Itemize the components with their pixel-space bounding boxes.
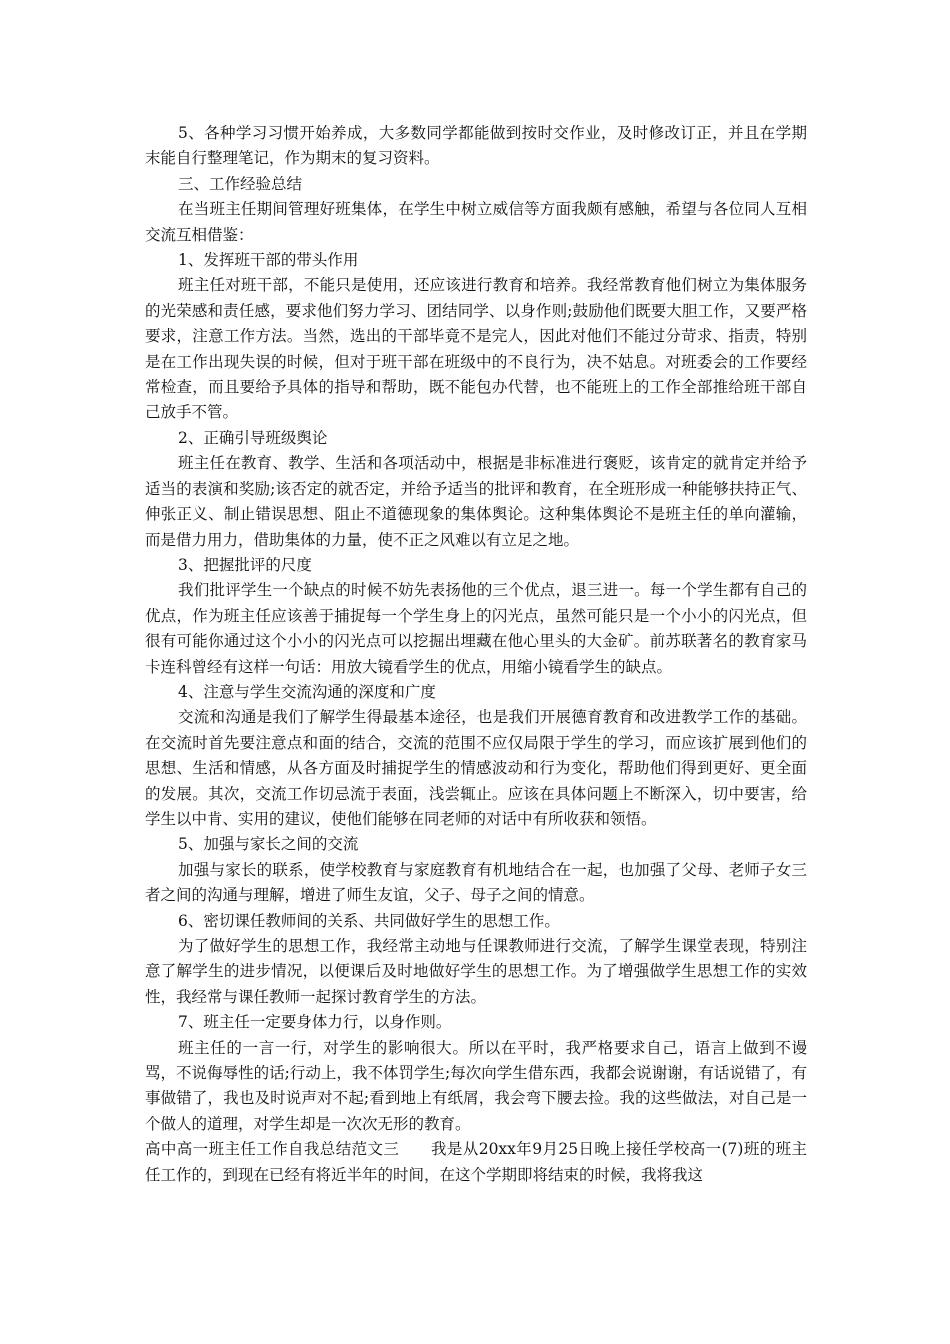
paragraph: 在当班主任期间管理好班集体，在学生中树立威信等方面我颇有感触，希望与各位同人互相交流互相借鉴： [145, 200, 807, 244]
section-heading: 三、工作经验总结 [178, 174, 303, 193]
paragraph: 交流和沟通是我们了解学生得最基本途径，也是我们开展德育教育和改进教学工作的基础。在交流时首先要注意点和面的结合，交流的范围不应仅局限于学生的学习，而应该扩展到他们的思想、生活和情感，从各方面及时捕捉学生的情感波动和行为变化，帮助他们得到更好、更全面的发展。其次，交流工作切忌流于表面，浅尝辄止。应该在具体问题上不断深入，切中要害，给学生以中肯、实用的建议，使他们能够在同老师的对话中有所收获和领悟。 [145, 708, 807, 828]
subheading: 3、把握批评的尺度 [178, 555, 312, 574]
subheading: 6、密切课任教师间的关系、共同做好学生的思想工作。 [178, 911, 560, 930]
paragraph-next-article: 高中高一班主任工作自我总结范文三 我是从20xx年9月25日晚上接任学校高一(7)班的班主任工作的，到现在已经有将近半年的时间，在这个学期即将结束的时候，我将我这 [145, 1140, 807, 1184]
subheading: 2、正确引导班级舆论 [178, 428, 328, 447]
paragraph: 5、各种学习习惯开始养成，大多数同学都能做到按时交作业，及时修改订正，并且在学期末能自行整理笔记，作为期末的复习资料。 [145, 124, 807, 168]
paragraph: 班主任的一言一行，对学生的影响很大。所以在平时，我严格要求自己，语言上做到不谩骂，不说侮辱性的话;行动上，我不体罚学生;每次向学生借东西，我都会说谢谢，有话说错了，有事做错了，我也及时说声对不起;看到地上有纸屑，我会弯下腰去捡。我的这些做法，对自己是一个做人的道理，对学生却是一次次无形的教育。 [145, 1038, 807, 1133]
paragraph: 为了做好学生的思想工作，我经常主动地与任课教师进行交流，了解学生课堂表现，特别注意了解学生的进步情况，以便课后及时地做好学生的思想工作。为了增强做学生思想工作的实效性，我经常与课任教师一起探讨教育学生的方法。 [145, 937, 807, 1006]
paragraph: 加强与家长的联系，使学校教育与家庭教育有机地结合在一起，也加强了父母、老师子女三者之间的沟通与理解，增进了师生友谊，父子、母子之间的情意。 [145, 860, 807, 905]
subheading: 4、注意与学生交流沟通的深度和广度 [178, 682, 436, 701]
subheading: 1、发挥班干部的带头作用 [178, 251, 359, 270]
document-page [145, 121, 807, 1188]
subheading: 5、加强与家长之间的交流 [178, 835, 359, 854]
paragraph: 班主任对班干部，不能只是使用，还应该进行教育和培养。我经常教育他们树立为集体服务的光荣感和责任感，要求他们努力学习、团结同学、以身作则;鼓励他们既要大胆工作，又要严格要求，注意工作方法。当然，选出的干部毕竟不是完人，因此对他们不能过分苛求、指责，特别是在工作出现失误的时候，但对于班干部在班级中的不良行为，决不姑息。对班委会的工作要经常检查，而且要给予具体的指导和帮助，既不能包办代替，也不能班上的工作全部推给班干部自己放手不管。 [145, 276, 807, 422]
subheading: 7、班主任一定要身体力行，以身作则。 [178, 1013, 452, 1032]
paragraph: 班主任在教育、教学、生活和各项活动中，根据是非标准进行褒贬，该肯定的就肯定并给予适当的表演和奖励;该否定的就否定，并给予适当的批评和教育，在全班形成一种能够扶持正气、伸张正义、制止错误思想、阻止不道德现象的集体舆论。这种集体舆论不是班主任的单向灌输，而是借力用力，借助集体的力量，使不正之风难以有立足之地。 [145, 454, 807, 549]
paragraph: 我们批评学生一个缺点的时候不妨先表扬他的三个优点，退三进一。每一个学生都有自己的优点，作为班主任应该善于捕捉每一个学生身上的闪光点，虽然可能只是一个小小的闪光点，但很有可能你通过这个小小的闪光点可以挖掘出埋藏在他心里头的大金矿。前苏联著名的教育家马卡连科曾经有这样一句话：用放大镜看学生的优点，用缩小镜看学生的缺点。 [145, 581, 807, 676]
